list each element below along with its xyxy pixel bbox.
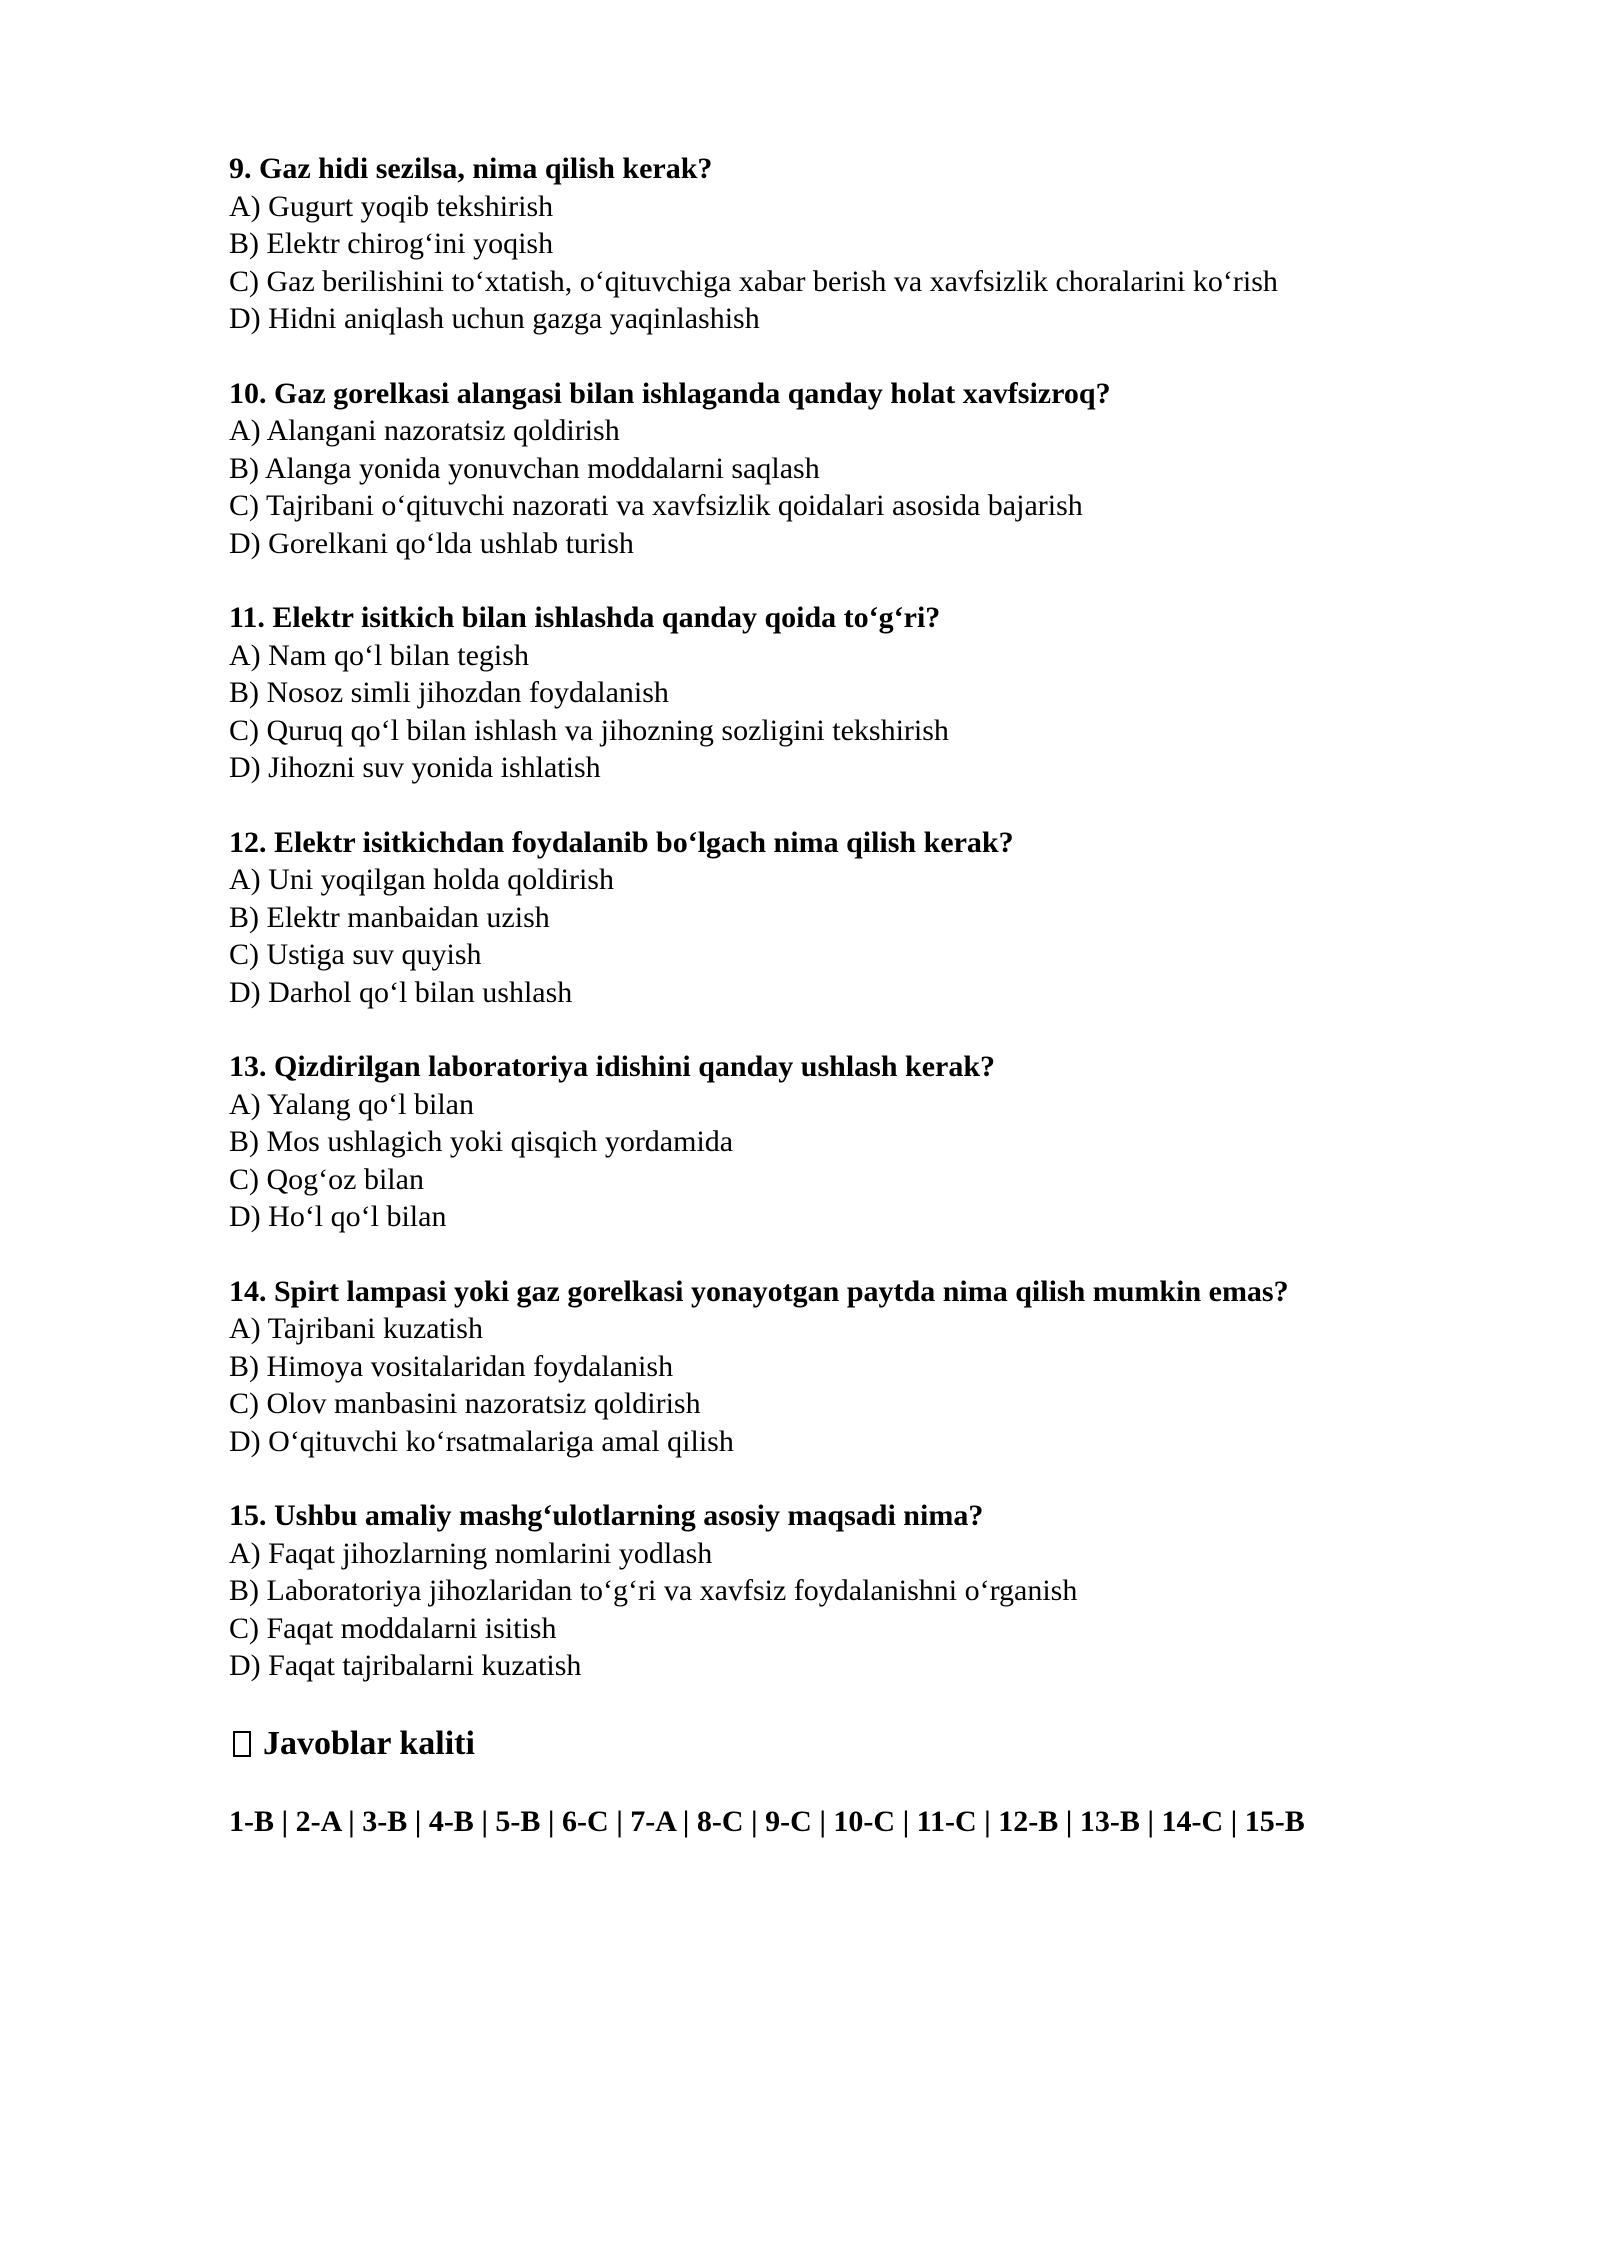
question-title: 9. Gaz hidi sezilsa, nima qilish kerak?: [229, 152, 713, 185]
option-b: B) Alanga yonida yonuvchan moddalarni saqlash: [229, 451, 820, 485]
answer-key-list: 1-B | 2-A | 3-B | 4-B | 5-B | 6-C | 7-A | 8-C | 9-C | 10-C | 11-C | 12-B | 13-B | 14-C | 15-B: [229, 1804, 1305, 1838]
option-a: A) Uni yoqilgan holda qoldirish: [229, 863, 614, 896]
missing-glyph-icon: [233, 1731, 251, 1757]
option-a: A) Nam qo‘l bilan tegish: [229, 638, 529, 672]
answer-key-heading: [229, 1722, 1469, 1766]
option-c: C) Qog‘oz bilan: [229, 1162, 424, 1196]
option-a: A) Tajribani kuzatish: [229, 1312, 483, 1345]
question-title: 12. Elektr isitkichdan foydalanib bo‘lgach nima qilish kerak?: [229, 825, 1014, 859]
answer-key-title: Javoblar kaliti: [263, 1724, 475, 1762]
option-d: D) O‘qituvchi ko‘rsatmalariga amal qilish: [229, 1424, 734, 1458]
question-11: [229, 599, 1469, 787]
option-b: B) Mos ushlagich yoki qisqich yordamida: [229, 1125, 734, 1158]
question-13: [229, 1048, 1469, 1236]
question-title: 15. Ushbu amaliy mashg‘ulotlarning asosiy maqsadi nima?: [229, 1499, 984, 1532]
option-c: C) Tajribani o‘qituvchi nazorati va xavfsizlik qoidalari asosida bajarish: [229, 489, 1083, 522]
option-a: A) Gugurt yoqib tekshirish: [229, 189, 554, 223]
option-c: C) Gaz berilishini to‘xtatish, o‘qituvchiga xabar berish va xavfsizlik choralarini ko‘rish: [229, 264, 1278, 298]
option-d: D) Hidni aniqlash uchun gazga yaqinlashish: [229, 302, 760, 335]
option-b: B) Elektr manbaidan uzish: [229, 900, 550, 934]
question-10: [229, 375, 1469, 563]
question-12: [229, 824, 1469, 1012]
option-a: A) Faqat jihozlarning nomlarini yodlash: [229, 1536, 713, 1570]
option-d: D) Gorelkani qo‘lda ushlab turish: [229, 526, 634, 560]
question-14: [229, 1273, 1469, 1461]
document-page: [229, 150, 1469, 1842]
option-d: D) Jihozni suv yonida ishlatish: [229, 751, 601, 784]
option-a: A) Alangani nazoratsiz qoldirish: [229, 414, 620, 447]
question-title: 14. Spirt lampasi yoki gaz gorelkasi yonayotgan paytda nima qilish mumkin emas?: [229, 1274, 1289, 1308]
question-title: 10. Gaz gorelkasi alangasi bilan ishlaganda qanday holat xavfsizroq?: [229, 376, 1111, 410]
option-c: C) Ustiga suv quyish: [229, 938, 482, 971]
option-c: C) Faqat moddalarni isitish: [229, 1611, 557, 1645]
option-b: B) Laboratoriya jihozlaridan to‘g‘ri va xavfsiz foydalanishni o‘rganish: [229, 1574, 1078, 1607]
option-b: B) Nosoz simli jihozdan foydalanish: [229, 676, 669, 709]
option-c: C) Quruq qo‘l bilan ishlash va jihozning sozligini tekshirish: [229, 713, 949, 747]
option-b: B) Elektr chirog‘ini yoqish: [229, 227, 554, 260]
option-d: D) Faqat tajribalarni kuzatish: [229, 1649, 582, 1682]
question-9: [229, 150, 1469, 338]
option-b: B) Himoya vositalaridan foydalanish: [229, 1349, 674, 1383]
question-title: 11. Elektr isitkich bilan ishlashda qanday qoida to‘g‘ri?: [229, 601, 941, 634]
question-15: [229, 1497, 1469, 1685]
option-c: C) Olov manbasini nazoratsiz qoldirish: [229, 1387, 701, 1420]
option-d: D) Ho‘l qo‘l bilan: [229, 1200, 447, 1233]
question-title: 13. Qizdirilgan laboratoriya idishini qanday ushlash kerak?: [229, 1050, 996, 1083]
option-a: A) Yalang qo‘l bilan: [229, 1087, 474, 1121]
option-d: D) Darhol qo‘l bilan ushlash: [229, 975, 573, 1009]
